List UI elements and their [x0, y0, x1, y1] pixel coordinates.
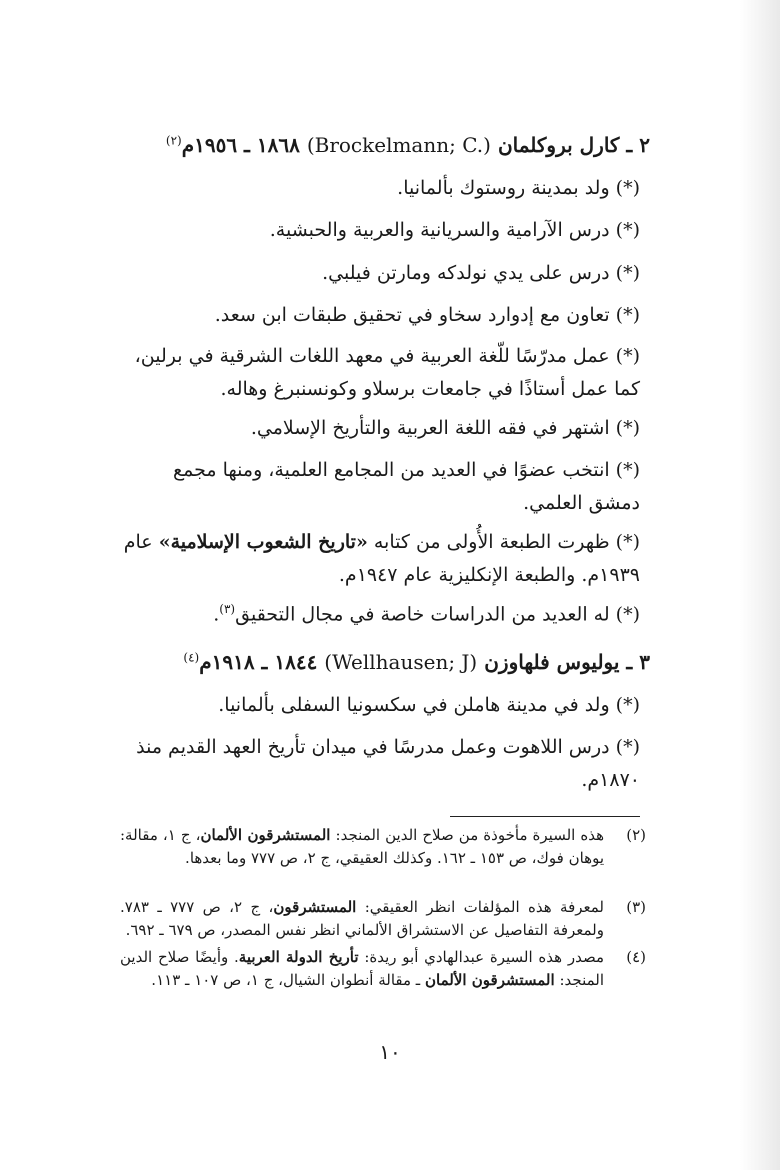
studies-text: (*) له العديد من الدراسات خاصة في مجال التحقيق [235, 603, 640, 626]
footnote-separator [450, 816, 640, 817]
footnote [120, 896, 646, 942]
footnote [120, 824, 646, 870]
bullet-item: (*) درس الآرامية والسريانية والعربية والحبشية. [269, 219, 640, 241]
page-edge-shadow [740, 0, 780, 1170]
footnote-text-part: هذه السيرة مأخوذة من صلاح الدين المنجد: [335, 826, 605, 844]
bullet-item: (*) عمل مدرّسًا للّغة العربية في معهد اللغات الشرقية في برلين، كما عمل أستاذًا في جامعات برسلاو وكونسنبرغ وهاله. [134, 345, 640, 400]
bullet-item: (*) ولد بمدينة روستوك بألمانيا. [397, 177, 640, 199]
footnote-text [120, 824, 604, 870]
heading-name: ٢ ـ كارل بروكلمان [497, 133, 650, 157]
footnote-source-title: المستشرقون الألمان [200, 826, 331, 844]
footnote-number: (٢) [626, 826, 646, 844]
footnote-number: (٤) [626, 948, 646, 966]
footnote-source-title: المستشرقون الألمان [424, 971, 555, 989]
bullet-item: (*) تعاون مع إدوارد سخاو في تحقيق طبقات ابن سعد. [214, 304, 640, 326]
footnote-text-part: لمعرفة هذه المؤلفات انظر العقيقي: [364, 898, 604, 916]
bullet-item: (*) اشتهر في فقه اللغة العربية والتأريخ الإسلامي. [250, 417, 640, 439]
entry-heading-wellhausen [110, 650, 650, 674]
footnote-source-title: تأريخ الدولة العربية [238, 948, 359, 966]
footnote-ref: (٢) [165, 133, 182, 148]
footnote-text-part: مصدر هذه السيرة عبدالهادي أبو ريدة: [364, 948, 604, 966]
heading-name: ٣ ـ يوليوس فلهاوزن [484, 650, 650, 674]
heading-latin-name: (Wellhausen; J) [324, 650, 478, 674]
footnote [120, 946, 646, 992]
footnote-text-part: . وأيضًا صلاح الدين المنجد: [120, 948, 604, 989]
book-item-text: (*) ظهرت الطبعة الأُولى من كتابه [373, 531, 640, 553]
footnote-source-title: المستشرقون [273, 898, 357, 916]
bullet-item-book [120, 526, 640, 592]
book-item-text-end: عام ١٩٣٩م. والطبعة الإنكليزية عام ١٩٤٧م. [123, 531, 640, 586]
footnote-text-part: ، ج ٢، ص ٧٧٧ ـ ٧٨٣. ولمعرفة التفاصيل عن الاستشراق الألماني انظر نفس المصدر، ص ٦٧٩ ـ ٦٩٢. [120, 898, 604, 939]
bullet-item: (*) ولد في مدينة هاملن في سكسونيا السفلى بألمانيا. [218, 694, 640, 716]
footnote-text-part: ـ مقالة أنطوان الشيال، ج ١، ص ١٠٧ ـ ١١٣. [151, 971, 421, 989]
bullet-item: (*) درس على يدي نولدكه ومارتن فيلبي. [322, 262, 640, 284]
footnote-text-part: ، ج ١، مقالة: يوهان فوك، ص ١٥٣ ـ ١٦٢. وكذلك العقيقي، ج ٢، ص ٧٧٧ وما بعدها. [120, 826, 604, 867]
page-number: ١٠ [379, 1040, 401, 1064]
bullet-item-studies: (*) له العديد من الدراسات خاصة في مجال التحقيق$^{(٣)}$. [213, 602, 640, 626]
bullet-item: (*) انتخب عضوًا في العديد من المجامع العلمية، ومنها مجمع دمشق العلمي. [173, 459, 640, 514]
bullet-item: (*) درس اللاهوت وعمل مدرسًا في ميدان تأريخ العهد القديم منذ ١٨٧٠م. [136, 736, 640, 791]
footnote-text [120, 946, 604, 992]
heading-latin-name: (Brockelmann; C.) [306, 133, 491, 157]
heading-years: ١٨٦٨ ـ ١٩٥٦م [181, 133, 300, 157]
footnote-number: (٣) [626, 898, 646, 916]
footnote-ref: (٣) [219, 602, 236, 616]
book-title: «تاريخ الشعوب الإسلامية» [158, 531, 368, 553]
heading-years: ١٨٤٤ ـ ١٩١٨م [199, 650, 318, 674]
entry-heading-brockelmann [110, 133, 650, 157]
footnote-ref: (٤) [183, 650, 200, 665]
footnote-text [120, 896, 604, 942]
